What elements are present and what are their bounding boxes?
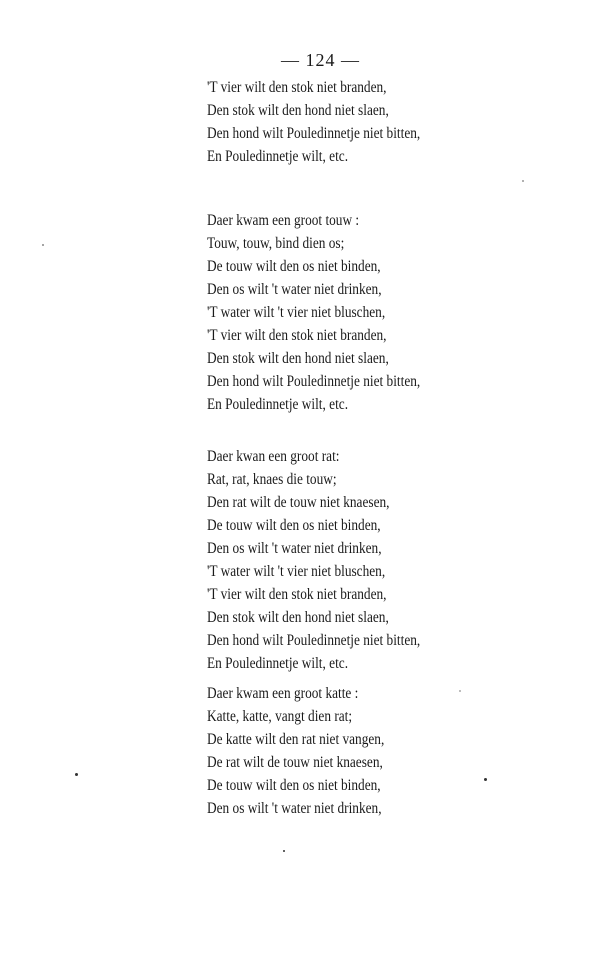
verse-line: Den stok wilt den hond niet slaen, — [207, 609, 389, 626]
verse-line: Daer kwan een groot rat: — [207, 448, 340, 465]
verse-line: 'T vier wilt den stok niet branden, — [207, 79, 387, 96]
verse-line: Den os wilt 't water niet drinken, — [207, 540, 382, 557]
verse-line: Den stok wilt den hond niet slaen, — [207, 102, 389, 119]
print-speck — [75, 773, 78, 776]
verse-line: En Pouledinnetje wilt, etc. — [207, 655, 349, 672]
verse-line: 'T water wilt 't vier niet bluschen, — [207, 304, 386, 321]
verse-line: De touw wilt den os niet binden, — [207, 258, 381, 275]
stanza-3 — [207, 445, 420, 675]
verse-line: Den hond wilt Pouledinnetje niet bitten, — [207, 125, 421, 142]
verse-line: Rat, rat, knaes die touw; — [207, 471, 337, 488]
stanza-2 — [207, 209, 420, 416]
verse-line: Den hond wilt Pouledinnetje niet bitten, — [207, 632, 421, 649]
verse-line: Den stok wilt den hond niet slaen, — [207, 350, 389, 367]
verse-line: De katte wilt den rat niet vangen, — [207, 731, 385, 748]
verse-line: De touw wilt den os niet binden, — [207, 517, 381, 534]
print-speck — [283, 850, 285, 852]
print-speck — [459, 690, 461, 692]
verse-line: En Pouledinnetje wilt, etc. — [207, 148, 349, 165]
verse-line: 'T water wilt 't vier niet bluschen, — [207, 563, 386, 580]
verse-line: Den os wilt 't water niet drinken, — [207, 281, 382, 298]
verse-line: De rat wilt de touw niet knaesen, — [207, 754, 383, 771]
stanza-4 — [207, 682, 384, 820]
verse-line: Den os wilt 't water niet drinken, — [207, 800, 382, 817]
print-speck — [42, 244, 44, 246]
verse-line: Den rat wilt de touw niet knaesen, — [207, 494, 390, 511]
stanza-1 — [207, 76, 420, 168]
verse-line: Touw, touw, bind dien os; — [207, 235, 345, 252]
print-speck — [484, 778, 487, 781]
verse-line: Katte, katte, vangt dien rat; — [207, 708, 353, 725]
verse-line: En Pouledinnetje wilt, etc. — [207, 396, 349, 413]
print-speck — [522, 180, 524, 182]
verse-line: 'T vier wilt den stok niet branden, — [207, 327, 387, 344]
verse-line: Den hond wilt Pouledinnetje niet bitten, — [207, 373, 421, 390]
verse-line: Daer kwam een groot katte : — [207, 685, 359, 702]
page-number: — 124 — — [281, 50, 360, 70]
verse-line: Daer kwam een groot touw : — [207, 212, 360, 229]
verse-line: 'T vier wilt den stok niet branden, — [207, 586, 387, 603]
verse-line: De touw wilt den os niet binden, — [207, 777, 381, 794]
